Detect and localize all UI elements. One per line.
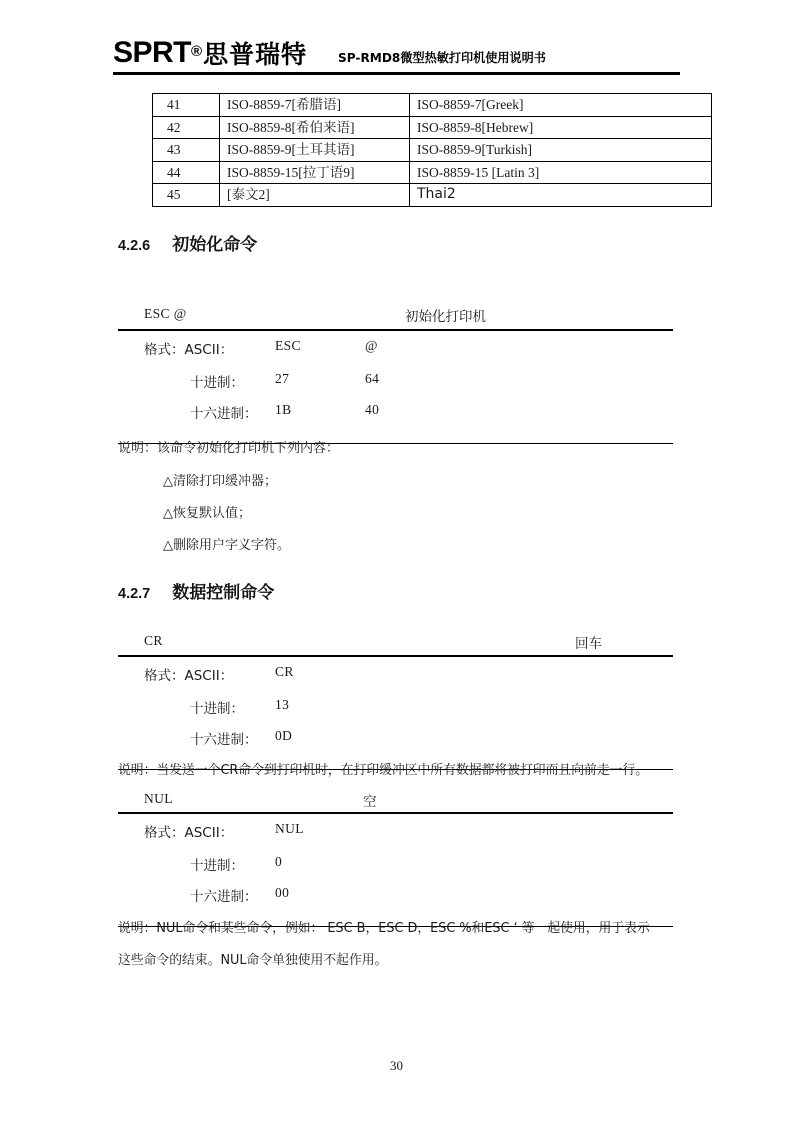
- format-row: [118, 814, 673, 854]
- format-value-1: ESC: [275, 337, 301, 353]
- command-title-row: [118, 630, 673, 655]
- command-title-row: [118, 303, 673, 329]
- format-value-1: 0: [275, 853, 283, 869]
- format-label: 十六进制：: [190, 731, 258, 748]
- format-label: 格式：ASCII：: [144, 341, 234, 358]
- brand-chinese-text: 思普瑞特: [203, 40, 308, 69]
- note-line: △删除用户字义字符。: [163, 538, 290, 553]
- table-body: [153, 94, 712, 207]
- note-line: 说明：NUL命令和某些命令，例如： ESC B，ESC D，ESC %和ESC ‘ 等一起使用，用于表示: [118, 921, 650, 936]
- format-label: 十进制：: [190, 700, 244, 717]
- command-format-area: [118, 814, 673, 916]
- format-row: [118, 331, 673, 371]
- cell-chinese: ISO-8859-15[拉丁语9]: [220, 161, 410, 184]
- note-line: 说明：当发送一个CR命令到打印机时，在打印缓冲区中所有数据都将被打印而且向前走一行。: [118, 763, 649, 778]
- format-label: 十六进制：: [190, 888, 258, 905]
- command-title-row: [118, 788, 673, 812]
- format-label: 格式：ASCII：: [144, 824, 234, 841]
- section-number: 4.2.6: [118, 238, 151, 254]
- note-line: △恢复默认值；: [163, 506, 251, 521]
- cell-index: 44: [153, 161, 220, 184]
- cell-index: 43: [153, 139, 220, 162]
- cell-english: ISO-8859-9[Turkish]: [410, 139, 712, 162]
- brand-latin-text: SPRT: [113, 36, 192, 69]
- section-number: 4.2.7: [118, 586, 151, 602]
- format-value-1: CR: [275, 663, 294, 679]
- language-code-table: [152, 93, 712, 207]
- cell-chinese: [泰文2]: [220, 184, 410, 207]
- format-value-1: 13: [275, 696, 290, 712]
- header-subtitle: SP-RMD8微型热敏打印机使用说明书: [338, 50, 546, 65]
- format-value-2: 40: [365, 401, 380, 417]
- format-value-2: @: [365, 337, 378, 353]
- note-line: 说明：该命令初始化打印机下列内容：: [118, 441, 340, 456]
- table-row: [153, 161, 712, 184]
- command-description: 回车: [575, 636, 602, 652]
- section-heading-427: [118, 578, 274, 603]
- format-row: [118, 885, 673, 916]
- format-label: 十进制：: [190, 374, 244, 391]
- cell-chinese: ISO-8859-8[希伯来语]: [220, 116, 410, 139]
- note-line: △清除打印缓冲器；: [163, 474, 277, 489]
- section-heading-426: [118, 230, 257, 255]
- command-name: NUL: [144, 791, 173, 806]
- command-name: CR: [144, 633, 163, 648]
- format-row: [118, 657, 673, 697]
- cell-index: 42: [153, 116, 220, 139]
- cell-chinese: ISO-8859-9[土耳其语]: [220, 139, 410, 162]
- header-row: [113, 28, 680, 68]
- command-name: ESC @: [144, 306, 187, 321]
- command-format-area: [118, 331, 673, 433]
- cell-english: ISO-8859-7[Greek]: [410, 94, 712, 117]
- section-title: 初始化命令: [172, 235, 258, 255]
- command-block-nul: [118, 788, 673, 927]
- command-description: 空: [363, 794, 377, 810]
- cell-index: 45: [153, 184, 220, 207]
- format-value-1: 27: [275, 370, 290, 386]
- cell-english: ISO-8859-15 [Latin 3]: [410, 161, 712, 184]
- format-label: 格式：ASCII：: [144, 667, 234, 684]
- format-row: [118, 697, 673, 728]
- format-row: [118, 728, 673, 759]
- command-description: 初始化打印机: [405, 309, 486, 325]
- note-line: 这些命令的结束。NUL命令单独使用不起作用。: [118, 953, 388, 968]
- format-label: 十进制：: [190, 857, 244, 874]
- command-block-cr: [118, 630, 673, 770]
- cell-chinese: ISO-8859-7[希腊语]: [220, 94, 410, 117]
- command-format-area: [118, 657, 673, 759]
- format-row: [118, 402, 673, 433]
- format-value-1: 0D: [275, 727, 293, 743]
- cell-index: 41: [153, 94, 220, 117]
- format-row: [118, 371, 673, 402]
- table-row: [153, 184, 712, 207]
- page-number: 30: [390, 1058, 403, 1073]
- format-label: 十六进制：: [190, 405, 258, 422]
- table-row: [153, 116, 712, 139]
- cell-english: Thai2: [410, 184, 712, 207]
- format-value-1: 00: [275, 884, 290, 900]
- page-header: [113, 28, 680, 74]
- format-value-1: NUL: [275, 820, 304, 836]
- table-row: [153, 94, 712, 117]
- table-row: [153, 139, 712, 162]
- format-value-1: 1B: [275, 401, 292, 417]
- header-divider: [113, 72, 680, 75]
- format-row: [118, 854, 673, 885]
- section-title: 数据控制命令: [172, 583, 275, 603]
- format-value-2: 64: [365, 370, 380, 386]
- cell-english: ISO-8859-8[Hebrew]: [410, 116, 712, 139]
- registered-trademark-icon: ®: [191, 43, 203, 60]
- command-block-esc-at: [118, 303, 673, 444]
